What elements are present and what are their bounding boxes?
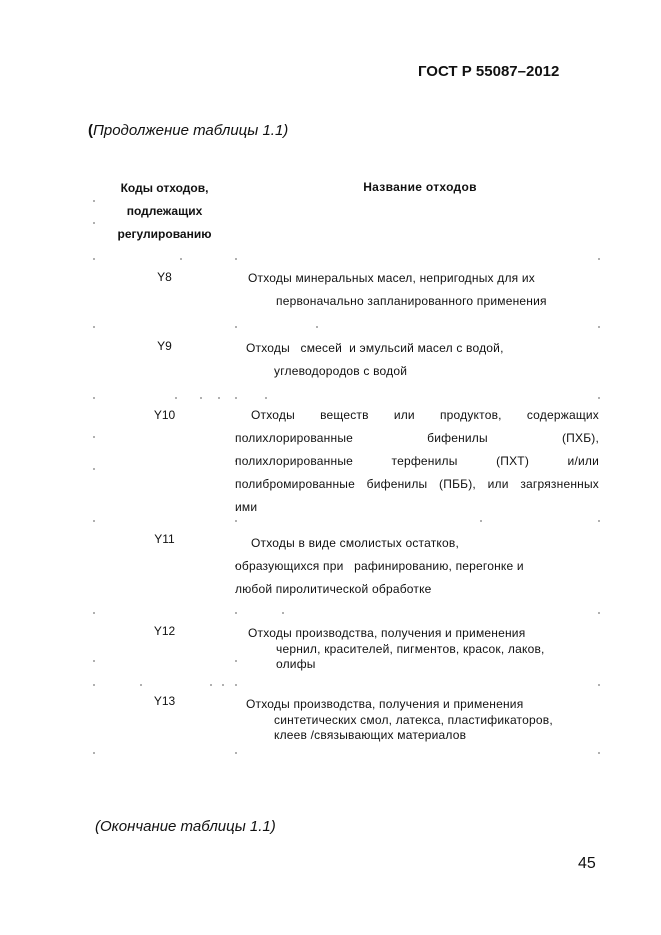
continuation-paren: ( bbox=[88, 122, 93, 139]
table-continuation-label bbox=[88, 122, 288, 139]
waste-code: Y12 bbox=[153, 624, 176, 638]
waste-name-line: Отходы в виде смолистых остатков, bbox=[251, 536, 459, 550]
waste-name-line: Отходы производства, получения и применения bbox=[246, 697, 524, 711]
waste-name bbox=[246, 337, 504, 383]
waste-name-line: олифы bbox=[276, 657, 316, 671]
waste-code: Y9 bbox=[157, 339, 172, 353]
waste-name-line: углеводородов с водой bbox=[274, 364, 408, 378]
column-header-waste-name: Название отходов bbox=[363, 180, 477, 194]
waste-code: Y8 bbox=[157, 270, 172, 284]
waste-name-line: чернил, красителей, пигментов, красок, лаков, bbox=[276, 641, 545, 656]
waste-name bbox=[248, 626, 545, 673]
waste-code: Y10 bbox=[153, 408, 176, 422]
waste-name-line: полихлорированные бифенилы (ПХБ), bbox=[235, 431, 599, 445]
waste-name-line: любой пиролитической обработке bbox=[235, 582, 432, 596]
waste-name-line: первоначально запланированного применения bbox=[276, 294, 547, 308]
waste-name bbox=[246, 697, 553, 744]
table-end-label: (Окончание таблицы 1.1) bbox=[95, 818, 276, 835]
waste-name-line: образующихся при рафинированию, перегонке и bbox=[235, 559, 524, 573]
column-header-codes-line: регулированию bbox=[117, 227, 212, 241]
waste-name-line: Отходы веществ или продуктов, содержащих bbox=[251, 408, 599, 422]
column-header-codes bbox=[92, 177, 237, 246]
waste-name-line: Отходы смесей и эмульсий масел с водой, bbox=[246, 341, 504, 355]
continuation-text: Продолжение таблицы 1.1) bbox=[93, 122, 289, 139]
waste-name-line: клеев /связывающих материалов bbox=[274, 728, 467, 742]
column-header-codes-line: подлежащих bbox=[126, 204, 203, 218]
waste-name-line: Отходы минеральных масел, непригодных для их bbox=[248, 271, 536, 285]
waste-name-line: ими bbox=[235, 500, 258, 514]
page-number: 45 bbox=[578, 855, 596, 872]
document-code: ГОСТ Р 55087–2012 bbox=[418, 63, 560, 80]
waste-name-line: полибромированные бифенилы (ПББ), или загрязненных bbox=[235, 477, 599, 491]
waste-name bbox=[235, 404, 599, 519]
waste-name bbox=[235, 532, 524, 601]
waste-code: Y13 bbox=[153, 694, 176, 708]
waste-code: Y11 bbox=[154, 532, 175, 546]
waste-name-line: полихлорированные терфенилы (ПХТ) и/или bbox=[235, 454, 599, 468]
column-header-codes-line: Коды отходов, bbox=[120, 181, 209, 195]
waste-name-line: синтетических смол, латекса, пластификаторов, bbox=[274, 712, 553, 727]
waste-name-line: Отходы производства, получения и применения bbox=[248, 626, 526, 640]
waste-name bbox=[248, 267, 547, 313]
